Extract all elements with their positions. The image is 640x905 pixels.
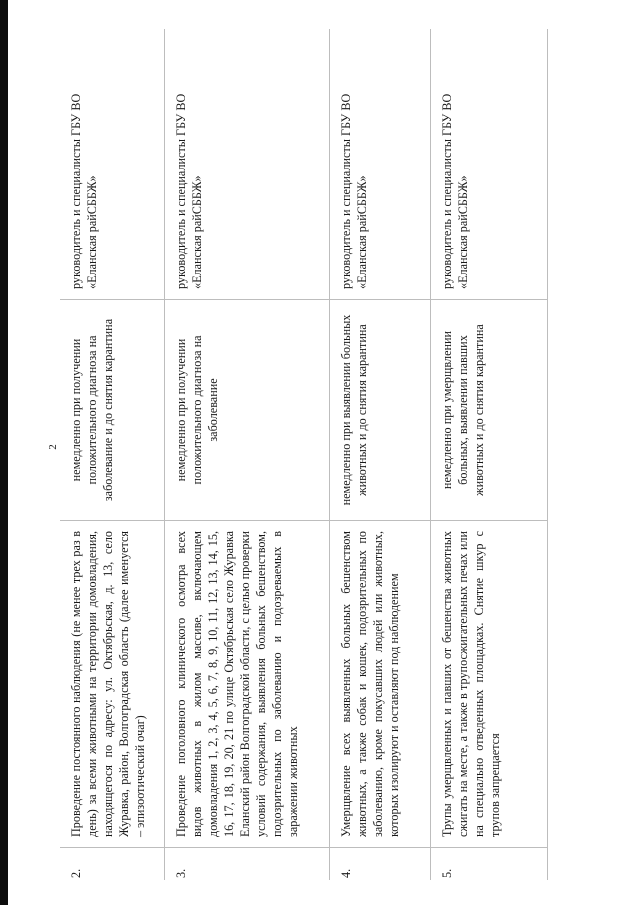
table-row <box>165 29 330 880</box>
row-number: 3. <box>165 848 330 881</box>
row-number: 4. <box>330 848 431 881</box>
row-number: 5. <box>431 848 548 881</box>
row-responsible: руководитель и специалисты ГБУ ВО «Еланская райСББЖ» <box>165 29 330 300</box>
row-action: Проведение постоянного наблюдения (не менее трех раз в день) за всеми животными на территории домовладения, находящегося по адресу: ул. Октябрьская, д. 13, село Журавка, район, Волгоградская область (далее именуется – эпизоотический очаг) <box>60 521 165 848</box>
measures-table <box>60 29 548 880</box>
row-number: 2. <box>60 848 165 881</box>
row-term: немедленно при получении положительного диагноза на заболевание <box>165 300 330 521</box>
row-term: немедленно при получении положительного диагноза на заболевание и до снятия карантина <box>60 300 165 521</box>
rotated-page-content <box>60 40 530 880</box>
scan-edge-bar <box>0 0 8 905</box>
row-term: немедленно при выявлении больных животных и до снятия карантина <box>330 300 431 521</box>
row-responsible: руководитель и специалисты ГБУ ВО «Еланская райСББЖ» <box>330 29 431 300</box>
table-row <box>330 29 431 880</box>
row-term: немедленно при умерщвлении больных, выявлении павших животных и до снятия карантина <box>431 300 548 521</box>
row-action: Проведение поголовного клинического осмотра всех видов животных в жилом массиве, включающем домовладения 1, 2, 3, 4, 5, 6, 7, 8, 9, 10, 11, 12, 13, 14, 15, 16, 17, 18, 19, 20, 21 по улице Октябрьская село Журавка Еланский район Волгоградской области, с целью проверки условий содержания, выявления больных бешенством, подозрительных по заболеванию и подозреваемых в заражении животных <box>165 521 330 848</box>
row-responsible: руководитель и специалисты ГБУ ВО «Еланская райСББЖ» <box>60 29 165 300</box>
table-row <box>431 29 548 880</box>
row-action: Трупы умерщвленных и павших от бешенства животных сжигать на месте, а также в трупосжигательных печах или на специально отведенных площадках. Снятие шкур с трупов запрещается <box>431 521 548 848</box>
row-action: Умерщвление всех выявленных больных бешенством животных, а также собак и кошек, подозрительных по заболеванию, кроме покусавших людей или животных, которых изолируют и оставляют под наблюдением <box>330 521 431 848</box>
table-row <box>60 29 165 880</box>
row-responsible: руководитель и специалисты ГБУ ВО «Еланская райСББЖ» <box>431 29 548 300</box>
page-number: 2 <box>47 444 59 450</box>
